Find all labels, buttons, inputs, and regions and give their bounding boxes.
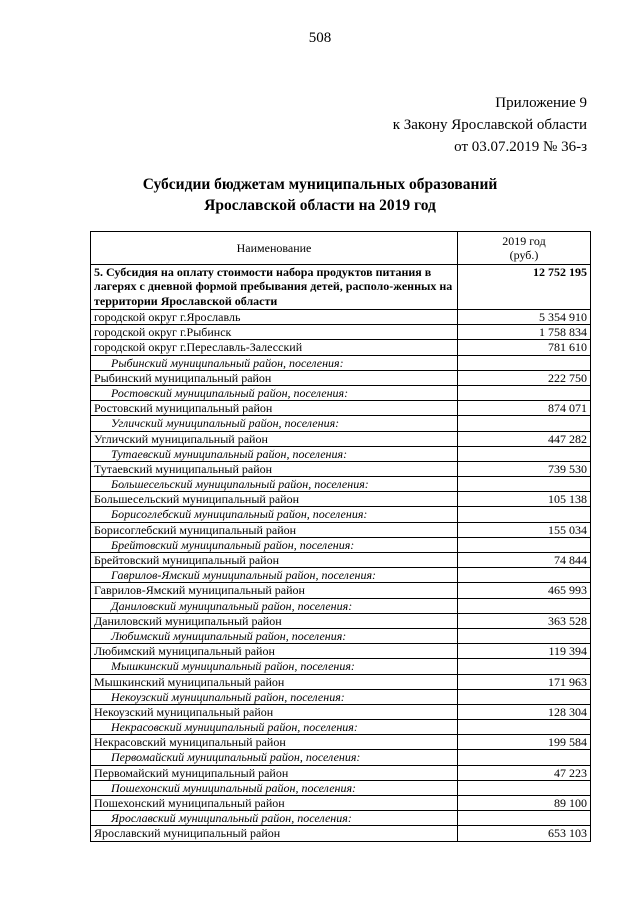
row-name-cell: городской округ г.Рыбинск xyxy=(91,325,458,340)
row-amount-cell: 363 528 xyxy=(458,613,591,628)
table-subheader-row xyxy=(91,750,591,765)
table-row xyxy=(91,431,591,446)
table-row xyxy=(91,325,591,340)
table-subheader-row xyxy=(91,659,591,674)
appendix-line-2: к Закону Ярославской области xyxy=(392,117,587,133)
table-subheader-row xyxy=(91,446,591,461)
table-subheader-row xyxy=(91,628,591,643)
row-name-cell: Пошехонский муниципальный район, поселения: xyxy=(91,780,458,795)
row-name-cell: Ростовский муниципальный район, поселения: xyxy=(91,385,458,400)
title-line-2: Ярославской области на 2019 год xyxy=(204,197,436,214)
row-amount-cell xyxy=(458,628,591,643)
table-subheader-row xyxy=(91,537,591,552)
row-amount-cell xyxy=(458,689,591,704)
row-amount-cell: 5 354 910 xyxy=(458,310,591,325)
row-name-cell: Угличский муниципальный район, поселения: xyxy=(91,416,458,431)
table-row xyxy=(91,796,591,811)
table-subheader-row xyxy=(91,780,591,795)
row-amount-cell: 74 844 xyxy=(458,553,591,568)
document-title xyxy=(0,174,640,216)
row-amount-cell: 105 138 xyxy=(458,492,591,507)
row-amount-cell xyxy=(458,355,591,370)
row-amount-cell: 739 530 xyxy=(458,461,591,476)
row-amount-cell xyxy=(458,811,591,826)
row-name-cell: Борисоглебский муниципальный район xyxy=(91,522,458,537)
appendix-line-1: Приложение 9 xyxy=(495,95,587,111)
section-name-cell: 5. Субсидия на оплату стоимости набора продуктов питания в лагерях с дневной формой пребывания детей, располо-женных на территории Ярославской области xyxy=(91,265,458,310)
row-name-cell: Брейтовский муниципальный район, поселения: xyxy=(91,537,458,552)
row-name-cell: Тутаевский муниципальный район, поселения: xyxy=(91,446,458,461)
row-name-cell: Первомайский муниципальный район xyxy=(91,765,458,780)
row-amount-cell xyxy=(458,507,591,522)
row-amount-cell xyxy=(458,659,591,674)
row-name-cell: Даниловский муниципальный район, поселения: xyxy=(91,598,458,613)
table-subheader-row xyxy=(91,689,591,704)
row-name-cell: Большесельский муниципальный район xyxy=(91,492,458,507)
table-row xyxy=(91,583,591,598)
row-name-cell: городской округ г.Переславль-Залесский xyxy=(91,340,458,355)
row-amount-cell xyxy=(458,385,591,400)
header-year-cell xyxy=(458,232,591,265)
table-subheader-row xyxy=(91,355,591,370)
row-name-cell: Ярославский муниципальный район, поселения: xyxy=(91,811,458,826)
table-subheader-row xyxy=(91,568,591,583)
table-subheader-row xyxy=(91,720,591,735)
table-header-row xyxy=(91,232,591,265)
row-amount-cell: 1 758 834 xyxy=(458,325,591,340)
row-name-cell: городской округ г.Ярославль xyxy=(91,310,458,325)
table-row xyxy=(91,310,591,325)
row-name-cell: Большесельский муниципальный район, поселения: xyxy=(91,477,458,492)
table-subheader-row xyxy=(91,507,591,522)
table-row xyxy=(91,553,591,568)
row-amount-cell: 781 610 xyxy=(458,340,591,355)
table-row xyxy=(91,644,591,659)
title-line-1: Субсидии бюджетам муниципальных образований xyxy=(142,176,498,193)
row-amount-cell xyxy=(458,537,591,552)
table-row xyxy=(91,492,591,507)
row-name-cell: Некоузский муниципальный район, поселения: xyxy=(91,689,458,704)
section-row xyxy=(91,265,591,310)
row-amount-cell xyxy=(458,477,591,492)
row-amount-cell: 47 223 xyxy=(458,765,591,780)
row-amount-cell xyxy=(458,750,591,765)
header-name-cell: Наименование xyxy=(91,232,458,265)
row-amount-cell: 653 103 xyxy=(458,826,591,841)
row-amount-cell xyxy=(458,598,591,613)
table-row xyxy=(91,735,591,750)
row-name-cell: Ярославский муниципальный район xyxy=(91,826,458,841)
row-name-cell: Некрасовский муниципальный район, поселения: xyxy=(91,720,458,735)
header-unit: (руб.) xyxy=(509,248,539,262)
row-amount-cell: 171 963 xyxy=(458,674,591,689)
row-name-cell: Даниловский муниципальный район xyxy=(91,613,458,628)
appendix-line-3: от 03.07.2019 № 36-з xyxy=(454,139,587,155)
table-row xyxy=(91,340,591,355)
table-row xyxy=(91,704,591,719)
appendix-reference xyxy=(393,92,587,158)
table-row xyxy=(91,613,591,628)
table-subheader-row xyxy=(91,811,591,826)
table-subheader-row xyxy=(91,385,591,400)
table-row xyxy=(91,826,591,841)
row-name-cell: Рыбинский муниципальный район, поселения: xyxy=(91,355,458,370)
row-name-cell: Некрасовский муниципальный район xyxy=(91,735,458,750)
row-amount-cell: 874 071 xyxy=(458,401,591,416)
table-row xyxy=(91,765,591,780)
table-row xyxy=(91,674,591,689)
row-amount-cell: 222 750 xyxy=(458,370,591,385)
row-name-cell: Некоузский муниципальный район xyxy=(91,704,458,719)
table-subheader-row xyxy=(91,416,591,431)
row-amount-cell: 199 584 xyxy=(458,735,591,750)
table-subheader-row xyxy=(91,477,591,492)
row-name-cell: Гаврилов-Ямский муниципальный район, поселения: xyxy=(91,568,458,583)
row-name-cell: Угличский муниципальный район xyxy=(91,431,458,446)
table-row xyxy=(91,401,591,416)
row-amount-cell xyxy=(458,720,591,735)
table-row xyxy=(91,522,591,537)
row-amount-cell: 128 304 xyxy=(458,704,591,719)
row-amount-cell xyxy=(458,568,591,583)
page-number: 508 xyxy=(308,30,332,46)
row-name-cell: Пошехонский муниципальный район xyxy=(91,796,458,811)
row-amount-cell: 89 100 xyxy=(458,796,591,811)
subsidy-table xyxy=(90,231,591,842)
row-name-cell: Любимский муниципальный район xyxy=(91,644,458,659)
header-year: 2019 год xyxy=(502,234,546,248)
row-name-cell: Первомайский муниципальный район, поселения: xyxy=(91,750,458,765)
row-name-cell: Гаврилов-Ямский муниципальный район xyxy=(91,583,458,598)
row-name-cell: Мышкинский муниципальный район, поселения: xyxy=(91,659,458,674)
row-amount-cell xyxy=(458,780,591,795)
row-amount-cell xyxy=(458,416,591,431)
row-name-cell: Тутаевский муниципальный район xyxy=(91,461,458,476)
row-amount-cell: 465 993 xyxy=(458,583,591,598)
row-name-cell: Брейтовский муниципальный район xyxy=(91,553,458,568)
row-name-cell: Любимский муниципальный район, поселения: xyxy=(91,628,458,643)
row-name-cell: Ростовский муниципальный район xyxy=(91,401,458,416)
row-amount-cell: 119 394 xyxy=(458,644,591,659)
row-name-cell: Рыбинский муниципальный район xyxy=(91,370,458,385)
row-amount-cell xyxy=(458,446,591,461)
section-amount-cell: 12 752 195 xyxy=(458,265,591,310)
table-subheader-row xyxy=(91,598,591,613)
table-row xyxy=(91,461,591,476)
row-amount-cell: 447 282 xyxy=(458,431,591,446)
table-row xyxy=(91,370,591,385)
row-amount-cell: 155 034 xyxy=(458,522,591,537)
row-name-cell: Борисоглебский муниципальный район, поселения: xyxy=(91,507,458,522)
row-name-cell: Мышкинский муниципальный район xyxy=(91,674,458,689)
